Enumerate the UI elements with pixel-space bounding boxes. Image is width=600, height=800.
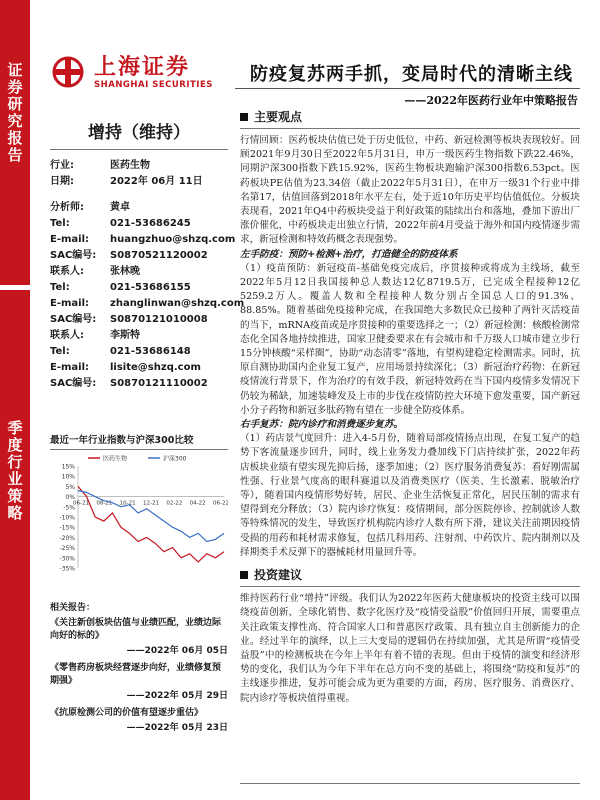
section-title: 投资建议 bbox=[254, 568, 303, 583]
related-list bbox=[50, 617, 228, 733]
analyst-name: 张林晚 bbox=[110, 266, 140, 277]
chart-title: 最近一年行业指数与沪深300比较 bbox=[50, 432, 228, 450]
square-bullet-icon bbox=[240, 571, 248, 579]
series-line-1 bbox=[78, 491, 224, 542]
analyst-name-label: 联系人: bbox=[50, 330, 84, 341]
rating: 增持（维持） bbox=[50, 118, 228, 150]
analyst-tel-label: Tel: bbox=[50, 282, 70, 293]
y-tick-label: -30% bbox=[59, 555, 75, 563]
x-tick-label: 12-21 bbox=[143, 500, 159, 507]
date-value: 2022年 06月 11日 bbox=[110, 176, 203, 187]
brand-name-cn: 上海证券 bbox=[94, 55, 191, 80]
analyst-email: huangzhuo@shzq.com bbox=[110, 234, 236, 245]
brand-logo bbox=[50, 50, 230, 96]
section-title: 主要观点 bbox=[254, 110, 303, 124]
analyst-sac-row bbox=[50, 312, 228, 328]
industry-row bbox=[50, 158, 228, 174]
square-bullet-icon bbox=[240, 113, 248, 121]
analyst-name: 黄卓 bbox=[110, 202, 130, 213]
report-subtitle: ——2022年医药行业年中策略报告 bbox=[404, 94, 578, 107]
sidebar-label-top: 证 券 研 究 报 告 bbox=[7, 61, 23, 164]
analyst-tel: 021-53686245 bbox=[110, 218, 191, 229]
logo-emblem-icon bbox=[50, 54, 86, 90]
index-comparison-chart bbox=[50, 432, 228, 572]
analyst-name-label: 联系人: bbox=[50, 266, 84, 277]
analyst-email-row bbox=[50, 360, 228, 376]
analyst-email-label: E-mail: bbox=[50, 234, 90, 245]
x-tick-label: 06-21 bbox=[73, 500, 89, 507]
title-divider bbox=[235, 88, 580, 89]
right-hand-heading: 右手复苏：院内诊疗和消费逐步复苏。 bbox=[240, 419, 404, 431]
related-report-title[interactable]: 《抗原检测公司的价值有望逐步重估》 bbox=[50, 708, 204, 718]
analyst-name-label: 分析师: bbox=[50, 202, 84, 213]
analyst-tel: 021-53686148 bbox=[110, 346, 191, 357]
analyst-sac-label: SAC编号: bbox=[50, 314, 97, 325]
analyst-name-row bbox=[50, 264, 228, 280]
analyst-list bbox=[50, 200, 245, 392]
analyst-email-label: E-mail: bbox=[50, 298, 90, 309]
y-tick-label: 15% bbox=[61, 463, 75, 471]
analyst-sac-label: SAC编号: bbox=[50, 250, 97, 261]
analyst-name-row bbox=[50, 328, 228, 344]
analyst-tel-label: Tel: bbox=[50, 218, 70, 229]
analyst-email: lisite@shzq.com bbox=[110, 362, 201, 373]
related-reports bbox=[50, 600, 228, 739]
main-content bbox=[240, 108, 580, 706]
date-row bbox=[50, 174, 228, 190]
related-report-date: ——2022年 05月 23日 bbox=[126, 723, 228, 733]
y-tick-label: -15% bbox=[59, 524, 75, 532]
analyst-email-row bbox=[50, 232, 236, 248]
sidebar bbox=[0, 0, 30, 800]
legend-label: 医药生物 bbox=[103, 455, 128, 463]
bottom-divider bbox=[240, 783, 580, 784]
analyst-sac: S0870121010008 bbox=[110, 314, 208, 325]
analyst-name-row bbox=[50, 200, 228, 216]
y-tick-label: -20% bbox=[59, 534, 75, 542]
analyst-tel-row bbox=[50, 344, 228, 360]
chart-canvas bbox=[50, 450, 228, 572]
investment-paragraph: 维持医药行业“增持”评级。我们认为2022年医药大健康板块的投资主线可以围绕疫苗创新、全球化销售、数字化医疗及“疫情受益股”价值回归开展，需要重点关注政策支撑性高、符合国家人口和普惠医疗政策、具有独立自主创新能力的企业。经过半年的演绎，以上三大变局的逻辑仍在持续加强，尤其是所谓“疫情受益股”中的检测板块在今年上半年有着不错的表现。但由于疫情的演变和经济形势的变化，我们认为今年下半年在总方向不变的基础上，将围绕“防疫和复苏”的主线逐步推进，复苏可能会成为更为重要的方面，药房、医疗服务、消费医疗、院内诊疗等板块值得重视。 bbox=[240, 593, 580, 704]
analyst-sac-row bbox=[50, 248, 228, 264]
y-tick-label: 0% bbox=[65, 494, 75, 502]
y-tick-label: -5% bbox=[63, 504, 75, 512]
section-key-points bbox=[240, 108, 580, 129]
brand-name-en: SHANGHAI SECURITIES bbox=[94, 80, 213, 90]
market-review-paragraph: 行情回顾：医药板块估值已处于历史低位，中药、新冠检测等板块表现较好。回顾2021年9月30日至2022年5月31日，申万一级医药生物指数下跌22.46%，同期沪深300指数下跌15.92%，医药生物板块跑输沪深300指数6.53pct。医药板块PE估值为23.34倍（截止2022年5月31日），在申万一级31个行业中排名第17，估值回落到2018年水平左右，处于近10年历史平均估值低位。分板块表现看，2021年Q4中药板块受益于利好政策的陆续出台和落地，叠加下游出厂涨价催化，中药板块走出独立行情，2022年前4月受益于海外和国内疫情逐步需求，新冠检测和特效药概念表现强势。 bbox=[240, 135, 580, 246]
analyst-sac-label: SAC编号: bbox=[50, 378, 97, 389]
related-report-title[interactable]: 《零售药房板块经营逐步向好，业绩修复预期强》 bbox=[50, 663, 222, 686]
related-header: 相关报告： bbox=[50, 603, 96, 613]
sidebar-label-bottom: 季 度 行 业 策 略 bbox=[7, 419, 23, 522]
legend-label: 沪深300 bbox=[163, 455, 187, 463]
x-tick-label: 02-22 bbox=[166, 500, 183, 507]
related-report-date: ——2022年 06月 05日 bbox=[126, 646, 228, 656]
analyst-tel-row bbox=[50, 280, 228, 296]
analyst-sac: S0870521120002 bbox=[110, 250, 208, 261]
section-investment bbox=[240, 566, 580, 587]
x-tick-label: 08-21 bbox=[96, 500, 113, 507]
analyst-tel: 021-53686155 bbox=[110, 282, 191, 293]
y-tick-label: -25% bbox=[59, 545, 75, 553]
epidemic-prevention-paragraph: （1）疫苗预防：新冠疫苗-基础免疫完成后，序贯接种或将成为主线场，截至2022年5月12日我国接种总人数达12亿8719.5万，已完成全程接种12亿5259.2万人。覆盖人数和全程接种人数分别占全国总人口的91.3%、88.85%。随着基础免疫接种完成，在我国绝大多数民众已接种了两针灭活疫苗的当下，mRNA疫苗或是序贯接种的重要选择之一；（2）新冠检测：核酸检测常态化全国各地持续推进，国家卫健委要求在有会城市和千万级人口城市建立步行15分钟核酸“采样圈”，协助“动态清零”落地，有望构建稳定检测需求。同时，抗原自测协助国内企业复工复产，应用场景持续深化；（3）新冠治疗药物：在新冠疫情流行背景下，作为治疗的有效手段，新冠特效药在当下国内疫情多发情况下仍较为稀缺，加速装峰发及上市的步伐在疫情防控大环境下愈发重要，国产新冠小分子药物和新冠多肽药物有望在一步健全防疫体系。 bbox=[240, 262, 580, 416]
related-report-title[interactable]: 《关注新创板块估值与业绩匹配，业绩边际向好的标的》 bbox=[50, 618, 222, 641]
analyst-sac-row bbox=[50, 376, 228, 392]
analyst-email-row bbox=[50, 296, 245, 312]
analyst-email: zhanglinwan@shzq.com bbox=[110, 298, 245, 309]
y-tick-label: -10% bbox=[59, 514, 75, 522]
sidebar-bottom-band bbox=[0, 290, 30, 800]
x-tick-label: 06-22 bbox=[213, 500, 228, 507]
industry-label: 行业: bbox=[50, 160, 74, 171]
analyst-name: 李斯特 bbox=[110, 330, 140, 341]
x-tick-label: 04-22 bbox=[189, 500, 206, 507]
left-hand-heading: 左手防疫：预防+检测+治疗，打造健全的防疫体系 bbox=[240, 248, 458, 260]
left-info-column bbox=[50, 118, 245, 392]
analyst-tel-label: Tel: bbox=[50, 346, 70, 357]
related-report-date: ——2022年 05月 29日 bbox=[126, 691, 228, 701]
series-line-0 bbox=[78, 486, 224, 562]
analyst-email-label: E-mail: bbox=[50, 362, 90, 373]
y-tick-label: 10% bbox=[61, 473, 75, 481]
analyst-sac: S0870121110002 bbox=[110, 378, 208, 389]
report-title: 防疫复苏两手抓，变局时代的清晰主线 bbox=[250, 64, 573, 85]
x-tick-label: 10-21 bbox=[119, 500, 136, 507]
date-label: 日期: bbox=[50, 176, 74, 187]
recovery-paragraph: （1）药店景气度回升：进入4-5月份，随着局部疫情扬点出现，在复工复产的趋势下客流量逐步回升，同时，线上业务发力叠加线下门店持续扩张，2022年药店板块业绩有望实现先抑后扬，逐季加速；（2）医疗服务消费复苏：看好刚需属性强、行业景气度高的眼科赛道以及消费类医疗（医美、生长激素、脱敏治疗等），随着国内疫情形势好转，居民、企业生活恢复正常化，居民压制的需求有望得到充分释放；（3）院内诊疗恢复：疫情期间，部分医院停诊、控制就诊人数等特殊情况的发生，导致医疗机构院内诊疗人数有所下滑，建议关注前期因疫情受损的用药和耗材需求修复，包括几科用药、注射剂、中药饮片、院内制剂以及择期类手术反弹下的器械耗材用量回升等。 bbox=[240, 433, 580, 558]
analyst-tel-row bbox=[50, 216, 228, 232]
y-tick-label: -35% bbox=[59, 565, 75, 572]
industry-value: 医药生物 bbox=[110, 160, 150, 171]
y-tick-label: 5% bbox=[65, 483, 75, 491]
